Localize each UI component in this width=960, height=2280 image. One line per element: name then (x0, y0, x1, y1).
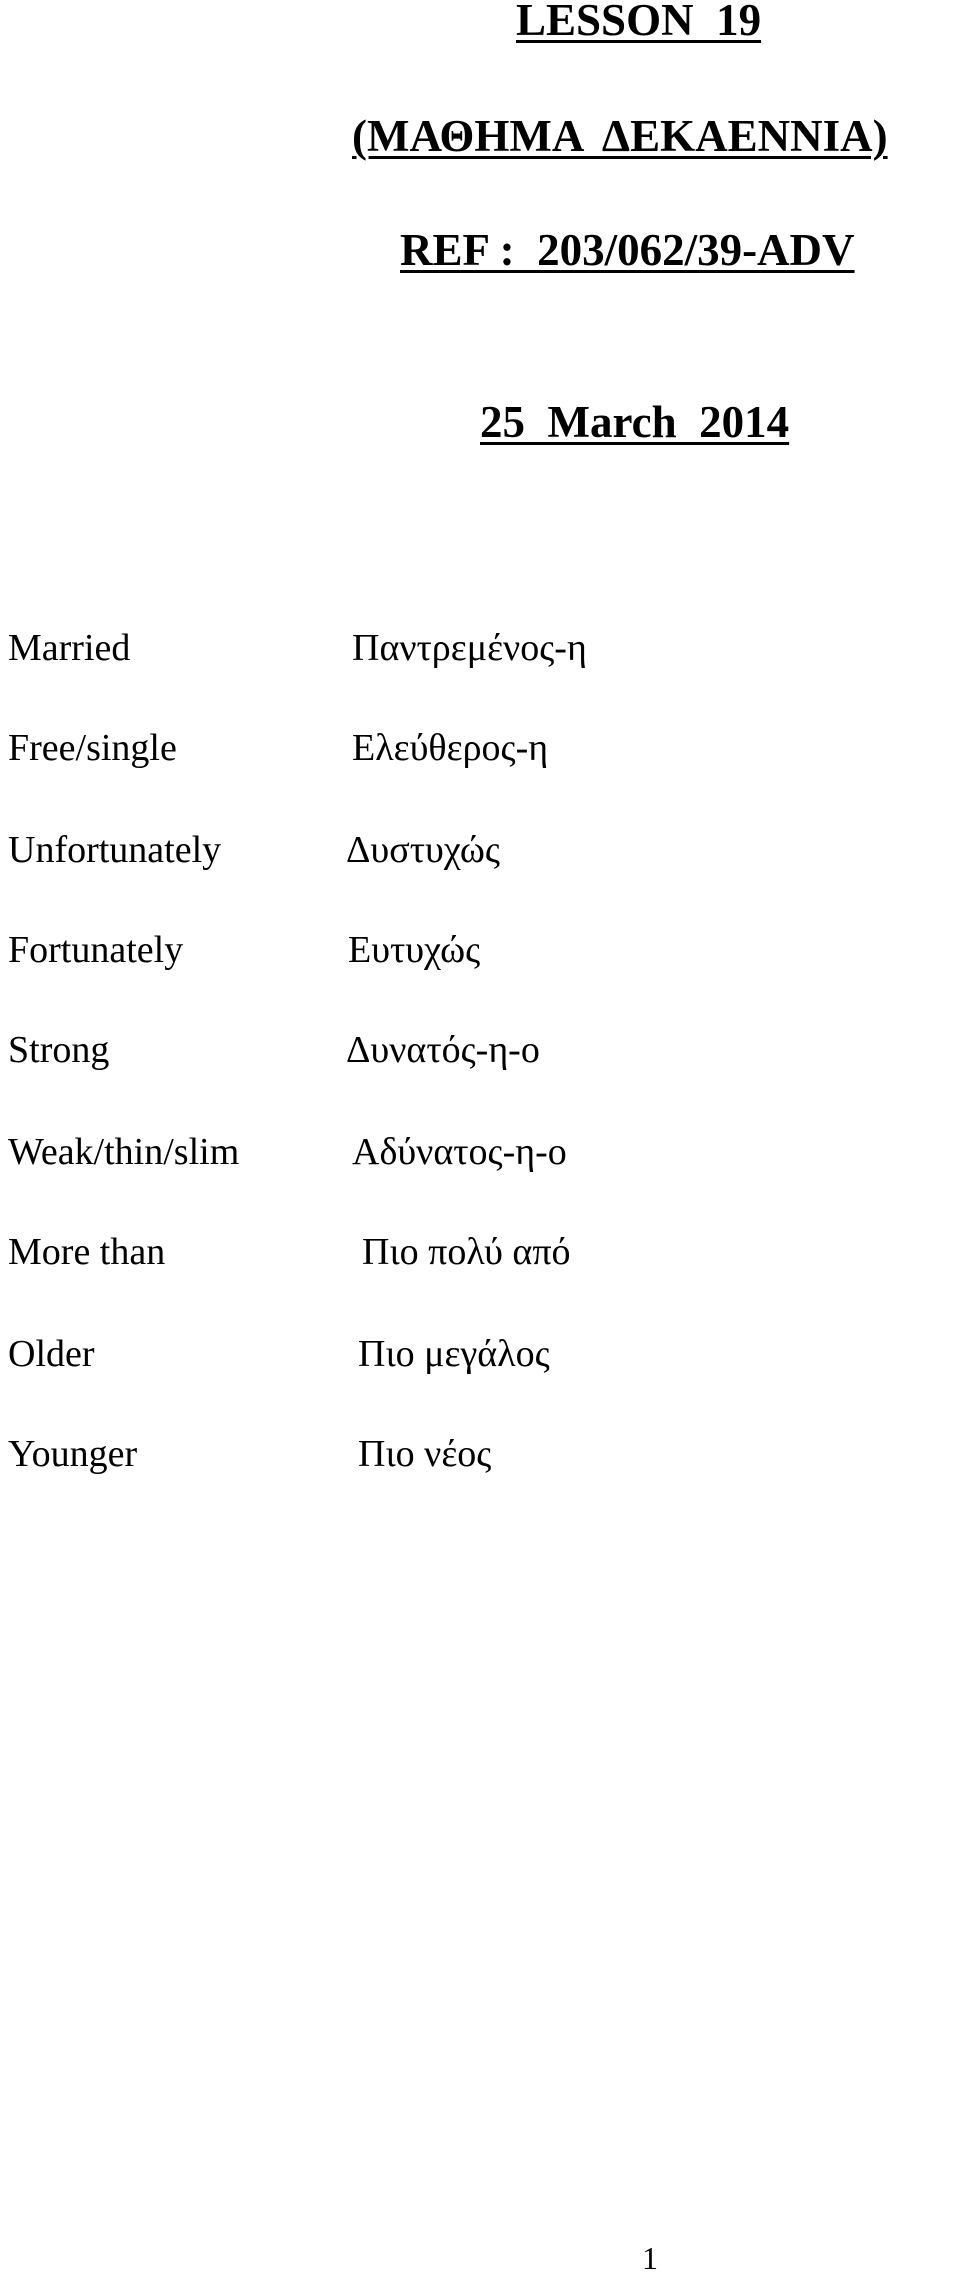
english-term: Younger (8, 1433, 138, 1475)
greek-term: Δυστυχώς (346, 829, 500, 871)
date-line: 25 March 2014 (480, 397, 790, 447)
english-term: Strong (8, 1029, 110, 1071)
greek-term: Ευτυχώς (348, 929, 481, 971)
greek-term: Αδύνατος-η-ο (352, 1131, 567, 1173)
vocabulary-row (0, 1022, 960, 1078)
vocabulary-row (0, 822, 960, 878)
english-term: Fortunately (8, 929, 184, 971)
vocabulary-row (0, 922, 960, 978)
english-term: Free/single (8, 727, 177, 769)
english-term: Unfortunately (8, 829, 222, 871)
greek-term: Πιο νέος (358, 1433, 492, 1475)
greek-term: Ελεύθερος-η (352, 727, 549, 769)
reference-line: REF : 203/062/39-ADV (400, 225, 855, 275)
english-term: Older (8, 1333, 95, 1375)
vocabulary-row (0, 1224, 960, 1280)
page-number: 1 (642, 2240, 658, 2276)
greek-term: Πιο μεγάλος (358, 1333, 550, 1375)
english-term: More than (8, 1231, 166, 1273)
vocabulary-row (0, 1326, 960, 1382)
english-term: Married (8, 627, 131, 669)
english-term: Weak/thin/slim (8, 1131, 240, 1173)
greek-term: Πιο πολύ από (362, 1231, 571, 1273)
greek-term: Παντρεμένος-η (352, 627, 587, 669)
lesson-title: LESSON 19 (516, 0, 762, 45)
vocabulary-row (0, 1124, 960, 1180)
vocabulary-row (0, 620, 960, 676)
greek-term: Δυνατός-η-ο (346, 1029, 540, 1071)
greek-lesson-title: (ΜΑΘΗΜΑ ΔΕΚΑΕΝΝΙΑ) (352, 111, 888, 161)
vocabulary-row (0, 720, 960, 776)
vocabulary-row (0, 1426, 960, 1482)
